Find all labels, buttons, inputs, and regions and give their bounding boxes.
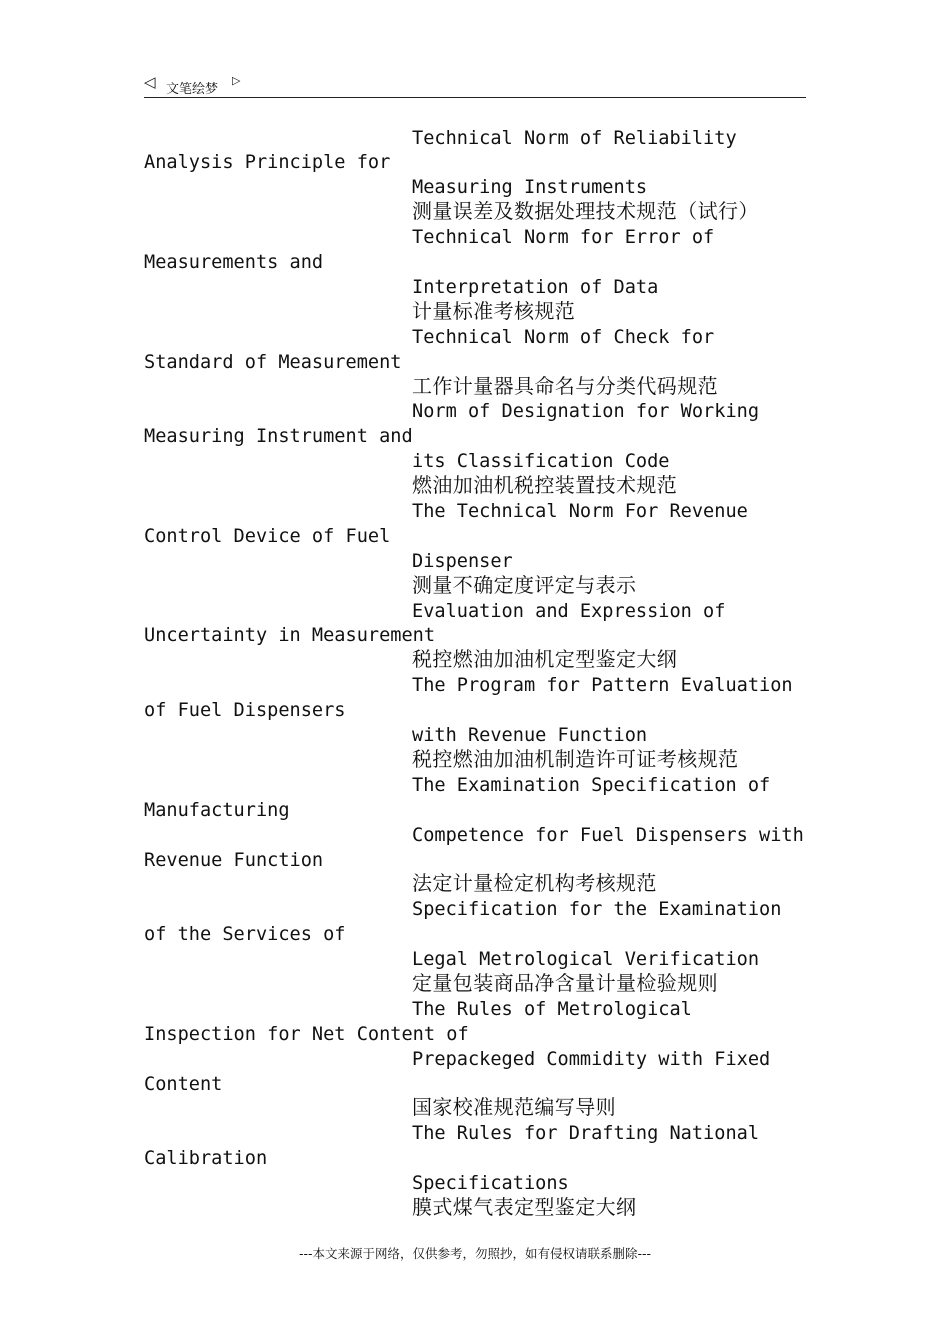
text-line: 测量误差及数据处理技术规范（试行） xyxy=(412,199,759,223)
text-line: Dispenser xyxy=(412,551,513,572)
text-line: Control Device of Fuel xyxy=(144,526,391,547)
text-line: Specification for the Examination xyxy=(412,899,782,920)
text-line: 定量包装商品净含量计量检验规则 xyxy=(412,971,718,995)
text-line: Legal Metrological Verification xyxy=(412,949,760,970)
text-line: Competence for Fuel Dispensers with xyxy=(412,825,804,846)
text-line: its Classification Code xyxy=(412,451,670,472)
text-line: The Rules for Drafting National xyxy=(412,1123,760,1144)
text-line: Technical Norm of Reliability xyxy=(412,128,737,149)
left-triangle-icon: ◁ xyxy=(144,73,156,91)
text-line: with Revenue Function xyxy=(412,725,648,746)
text-line: Revenue Function xyxy=(144,850,324,871)
text-line: Interpretation of Data xyxy=(412,277,659,298)
text-line: Technical Norm of Check for xyxy=(412,327,715,348)
text-line: Evaluation and Expression of xyxy=(412,601,726,622)
text-line: of Fuel Dispensers xyxy=(144,700,346,721)
text-line: Content xyxy=(144,1074,223,1095)
text-line: The Rules of Metrological xyxy=(412,999,692,1020)
header-rule xyxy=(144,97,806,98)
text-line: 税控燃油加油机定型鉴定大纲 xyxy=(412,647,678,671)
header-title: 文笔绘梦 xyxy=(166,82,219,97)
text-line: The Program for Pattern Evaluation xyxy=(412,675,793,696)
page-header xyxy=(144,72,806,98)
text-line: Technical Norm for Error of xyxy=(412,227,715,248)
text-line: of the Services of xyxy=(144,924,346,945)
text-line: Measuring Instruments xyxy=(412,177,648,198)
text-line: 测量不确定度评定与表示 xyxy=(412,573,637,597)
text-line: Measuring Instrument and xyxy=(144,426,413,447)
text-line: Standard of Measurement xyxy=(144,352,402,373)
text-line: Analysis Principle for xyxy=(144,152,391,173)
text-line: Calibration xyxy=(144,1148,268,1169)
text-line: 国家校准规范编写导则 xyxy=(412,1095,616,1119)
text-line: 燃油加油机税控装置技术规范 xyxy=(412,473,678,497)
text-line: 膜式煤气表定型鉴定大纲 xyxy=(412,1195,637,1219)
right-triangle-icon: ▷ xyxy=(232,74,241,87)
text-line: 计量标准考核规范 xyxy=(412,299,576,323)
page-footer: ---本文来源于网络，仅供参考，勿照抄，如有侵权请联系删除--- xyxy=(298,1246,652,1261)
text-line: The Examination Specification of xyxy=(412,775,771,796)
text-line: Inspection for Net Content of xyxy=(144,1024,469,1045)
text-line: 法定计量检定机构考核规范 xyxy=(412,871,657,895)
text-line: Manufacturing xyxy=(144,800,290,821)
text-line: The Technical Norm For Revenue xyxy=(412,501,748,522)
text-line: Prepackeged Commidity with Fixed xyxy=(412,1049,771,1070)
text-line: Uncertainty in Measurement xyxy=(144,625,436,646)
text-line: 工作计量器具命名与分类代码规范 xyxy=(412,374,718,398)
text-line: Measurements and xyxy=(144,252,324,273)
text-line: Specifications xyxy=(412,1173,569,1194)
text-line: 税控燃油加油机制造许可证考核规范 xyxy=(412,747,739,771)
text-line: Norm of Designation for Working xyxy=(412,401,760,422)
